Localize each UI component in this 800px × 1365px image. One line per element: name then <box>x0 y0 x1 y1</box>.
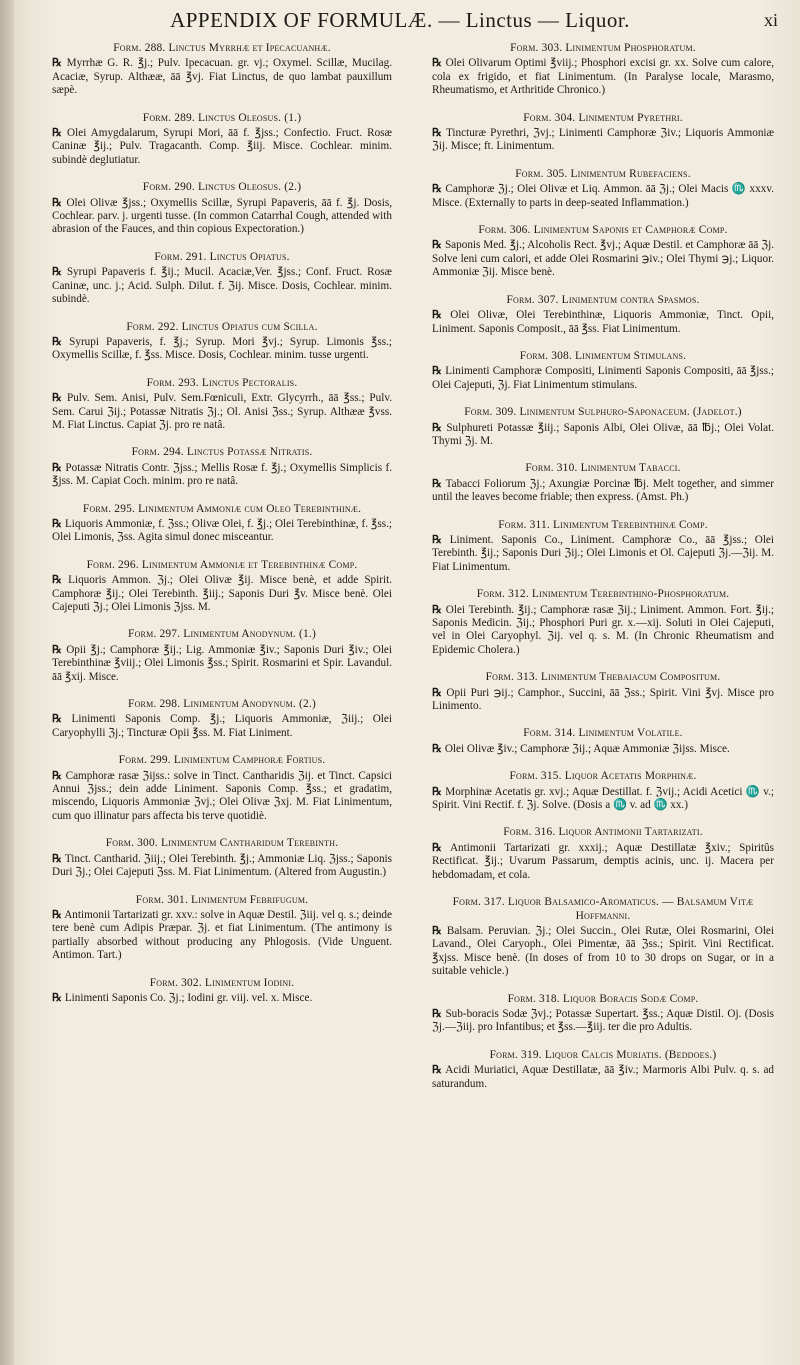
formula-text: ℞ Olei Olivæ, Olei Terebinthinæ, Liquoris Ammoniæ, Tinct. Opii, Liniment. Saponis Composit., āā ℥ss. Fiat Linimentum. <box>432 309 774 335</box>
formula-heading: Form. 292. Linctus Opiatus cum Scilla. <box>126 320 318 333</box>
formula-entry <box>52 559 392 615</box>
formula-heading: Form. 304. Linimentum Pyrethri. <box>523 111 683 124</box>
formula-entry <box>432 896 774 978</box>
formula-entry <box>432 993 774 1035</box>
page-number: xi <box>763 10 778 30</box>
formula-heading: Form. 302. Linimentum Iodini. <box>149 976 295 989</box>
formula-entry <box>432 350 774 392</box>
formula-heading: Form. 310. Linimentum Tabacci. <box>525 462 681 475</box>
formula-text: ℞ Opii ℥j.; Camphoræ ℥ij.; Lig. Ammoniæ ℥iv.; Saponis Duri ℥iv.; Olei Terebinthinæ ℥viij.; Olei Limonis ℥ss.; Spirit. Rosmarini et Spir. Lavandul. āā ℥xij. Misce. <box>52 643 392 683</box>
formula-entry <box>52 251 392 307</box>
formula-heading: Form. 311. Linimentum Terebinthinæ Comp. <box>498 518 708 531</box>
formula-heading: Form. 315. Liquor Acetatis Morphinæ. <box>509 770 697 783</box>
formula-entry <box>432 168 774 210</box>
formula-heading: Form. 290. Linctus Oleosus. (2.) <box>142 181 302 194</box>
formula-heading: Form. 297. Linimentum Anodynum. (1.) <box>128 628 316 641</box>
formula-text: ℞ Pulv. Sem. Anisi, Pulv. Sem.Fœniculi, Extr. Glycyrrh., āā ℥ss.; Pulv. Sem. Carui ℨij.; Potassæ Nitratis ℨj.; Ol. Anisi ℨss.; Syrup. Althææ ℥vss. M. Fiat Linctus. Capiat ℨj. pro re natâ. <box>52 392 392 431</box>
formula-text: ℞ Morphinæ Acetatis gr. xvj.; Aquæ Destillat. f. ℨvij.; Acidi Acetici ♏ v.; Spirit. Vini Rectif. f. ℨj. Solve. (Dosis a ♏ v. ad ♏ xx.) <box>432 785 774 812</box>
formula-text: ℞ Syrupi Papaveris, f. ℥j.; Syrup. Mori ℥vj.; Syrup. Limonis ℥ss.; Oxymellis Scillæ, f. ℥ss. Misce. Dosis, Cochlear. minim. tusse urgenti. <box>52 335 392 362</box>
formula-text: ℞ Tabacci Foliorum ℨj.; Axungiæ Porcinæ ℔j. Melt together, and simmer until the leaves become friable; then express. (Amst. Ph.) <box>432 477 774 504</box>
formula-text: ℞ Sulphureti Potassæ ℥iij.; Saponis Albi, Olei Olivæ, āā ℔j.; Olei Volat. Thymi ℨj. M. <box>432 421 774 447</box>
formula-entry <box>432 224 774 280</box>
formula-entry <box>432 727 774 756</box>
formula-heading: Form. 288. Linctus Myrrhæ et Ipecacuanhæ. <box>113 42 331 54</box>
formula-heading: Form. 314. Linimentum Volatile. <box>523 727 683 740</box>
formula-text: ℞ Saponis Med. ℥j.; Alcoholis Rect. ℥vj.; Aquæ Destil. et Camphoræ āā ℨj. Solve leni cum calori, et adde Olei Rosmarini ℈iv.; Olei Thymi ℈j.; Liquor. Ammoniæ ℨij. Misce benè. <box>432 239 774 279</box>
formula-entry <box>432 42 774 98</box>
formula-entry <box>52 377 392 433</box>
formula-entry <box>432 294 774 336</box>
formula-text: ℞ Liniment. Saponis Co., Liniment. Camphoræ Co., āā ℥jss.; Olei Terebinth. ℥ij.; Saponis Duri ℨij.; Olei Limonis et Ol. Cajeputi ℨj.—ℨij. M. Fiat Linimentum. <box>432 533 774 573</box>
formula-text: ℞ Opii Puri ℈ij.; Camphor., Succini, āā ℨss.; Spirit. Vini ℥vj. Misce pro Linimento. <box>432 686 774 713</box>
formula-text: ℞ Sub-boracis Sodæ ℨvj.; Potassæ Supertart. ℥ss.; Aquæ Distil. Oj. (Dosis ℨj.—ℨiij. pro Infantibus; et ℥ss.—℥iij. ter die pro Adultis. <box>432 1007 774 1034</box>
formula-entry <box>432 462 774 504</box>
formula-text: ℞ Liquoris Ammoniæ, f. ℨss.; Olivæ Olei, f. ℥j.; Olei Terebinthinæ, f. ℥ss.; Olei Limonis, ℨss. Agita simul donec misceantur. <box>52 517 392 544</box>
formula-text: ℞ Myrrhæ G. R. ℥j.; Pulv. Ipecacuan. gr. vj.; Oxymel. Scillæ, Mucilag. Acaciæ, Syrup. Althææ, āā ℥vj. Fiat Linctus, de quo lambat pauxillum sæpè. <box>52 57 392 97</box>
formula-entry <box>52 977 392 1006</box>
formula-entry <box>52 446 392 488</box>
formula-heading: Form. 289. Linctus Oleosus. (1.) <box>142 111 302 124</box>
formula-heading: Form. 312. Linimentum Terebinthino-Phosphoratum. <box>476 588 730 601</box>
formula-heading: Form. 313. Linimentum Thebaiacum Compositum. <box>485 671 721 684</box>
formula-heading: Form. 293. Linctus Pectoralis. <box>146 376 298 389</box>
formula-text: ℞ Antimonii Tartarizati gr. xxv.: solve in Aquæ Destil. ℨiij. vel q. s.; deinde tere benè cum Adipis Præpar. ℨj. et fiat Linimentum. (The antimony is partially absorbed without producing any Phlogosis. (Vide Unguent. Antimon. Tart.) <box>52 908 392 962</box>
formula-heading: Form. 316. Liquor Antimonii Tartarizati. <box>503 826 703 839</box>
right-column <box>432 42 774 1105</box>
formula-entry <box>432 406 774 448</box>
formula-text: ℞ Olei Olivæ ℥iv.; Camphoræ ℨij.; Aquæ Ammoniæ ℨijss. Misce. <box>432 742 730 755</box>
formula-entry <box>432 519 774 575</box>
formula-text: ℞ Linimenti Saponis Comp. ℥j.; Liquoris Ammoniæ, ℨiij.; Olei Caryophylli ℨj.; Tincturæ Opii ℥ss. M. Fiat Liniment. <box>52 713 392 739</box>
formula-heading: Form. 305. Linimentum Rubefaciens. <box>515 167 691 180</box>
formula-text: ℞ Olei Olivarum Optimi ℥viij.; Phosphori excisi gr. xx. Solve cum calore, cola ex frigido, et fiat Linimentum. (In Paralyse locale, Marasmo, Rheumatismo, et Arthritide Chronico.) <box>432 57 774 97</box>
formula-heading: Form. 317. Liquor Balsamico-Aromaticus. — Balsamum Vitæ Hoffmanni. <box>452 896 754 922</box>
formula-heading: Form. 291. Linctus Opiatus. <box>154 250 290 263</box>
page-gutter <box>0 0 14 1365</box>
left-column <box>52 42 392 1019</box>
formula-entry <box>52 42 392 98</box>
formula-entry <box>432 671 774 713</box>
formula-text: ℞ Potassæ Nitratis Contr. ℨjss.; Mellis Rosæ f. ℥j.; Oxymellis Simplicis f. ℥jss. M. Capiat Coch. minim. pro re natâ. <box>52 461 392 488</box>
formula-entry <box>52 754 392 823</box>
running-head <box>0 8 800 34</box>
formula-entry <box>52 181 392 237</box>
formula-entry <box>432 770 774 812</box>
formula-heading: Form. 308. Linimentum Stimulans. <box>519 349 687 362</box>
formula-entry <box>432 112 774 154</box>
formula-text: ℞ Balsam. Peruvian. ℨj.; Olei Succin., Olei Rutæ, Olei Rosmarini, Olei Lavand., Olei Caryoph., Olei Pimentæ, āā ℨss.; Spirit. Vini Rectificat. ℥xjss. Misce benè. (In doses of from 10 to 30 drops on Sugar, or in a suitable vehicle.) <box>432 924 774 978</box>
formula-heading: Form. 306. Linimentum Saponis et Camphoræ Comp. <box>478 224 728 237</box>
formula-entry <box>52 503 392 545</box>
formula-entry <box>52 894 392 963</box>
formula-entry <box>52 321 392 363</box>
formula-heading: Form. 296. Linimentum Ammoniæ et Terebinthinæ Comp. <box>86 558 358 571</box>
formula-entry <box>432 826 774 882</box>
formula-heading: Form. 300. Linimentum Cantharidum Terebinth. <box>105 837 339 850</box>
formula-entry <box>52 698 392 740</box>
formula-text: ℞ Tinct. Cantharid. ℨiij.; Olei Terebinth. ℥j.; Ammoniæ Liq. ℨjss.; Saponis Duri ℨj.; Olei Cajeputi ℨss. M. Fiat Linimentum. (Altered from Augustin.) <box>52 852 392 879</box>
formula-entry <box>52 837 392 879</box>
formula-text: ℞ Acidi Muriatici, Aquæ Destillatæ, āā ℥iv.; Marmoris Albi Pulv. q. s. ad saturandum. <box>432 1064 774 1090</box>
formula-text: ℞ Linimenti Saponis Co. ℨj.; Iodini gr. viij. vel. x. Misce. <box>52 991 313 1004</box>
formula-text: ℞ Liquoris Ammon. ℨj.; Olei Olivæ ℥ij. Misce benè, et adde Spirit. Camphoræ ℥ij.; Olei Terebinth. ℥iij.; Saponis Duri ℥v. Misce benè. Olei Cajeputi ℨj.; Olei Limonis ℨjss. M. <box>52 574 392 613</box>
formula-text: ℞ Camphoræ ℨj.; Olei Olivæ et Liq. Ammon. āā ℨj.; Olei Macis ♏ xxxv. Misce. (Externally to parts in deep-seated Inflammation.) <box>432 183 774 209</box>
formula-text: ℞ Linimenti Camphoræ Compositi, Linimenti Saponis Compositi, āā ℥jss.; Olei Cajeputi, ℨj. Fiat Linimentum stimulans. <box>432 365 774 391</box>
formula-heading: Form. 298. Linimentum Anodynum. (2.) <box>128 698 316 711</box>
formula-text: ℞ Olei Terebinth. ℥ij.; Camphoræ rasæ ℨij.; Liniment. Ammon. Fort. ℥ij.; Saponis Medicin. ℨij.; Phosphori Puri gr. x.—xij. Soluti in Olei Cajeputi, vel in Olei Caryophyl. ℨij. vel q. s. M. (In Chronic Rheumatism and Epidemic Cholera.) <box>432 603 774 656</box>
formula-heading: Form. 309. Linimentum Sulphuro-Saponaceum. (Jadelot.) <box>464 406 742 419</box>
formula-text: ℞ Tincturæ Pyrethri, ℨvj.; Linimenti Camphoræ ℨiv.; Liquoris Ammoniæ ℨij. Misce; ft. Linimentum. <box>432 127 774 153</box>
formula-text: ℞ Olei Olivæ ℥jss.; Oxymellis Scillæ, Syrupi Papaveris, āā f. ℥j. Dosis, Cochlear. parv. j. urgenti tusse. (In common Catarrhal Cough, attended with abrasion of the Fauces, and thin copious Expectoration.) <box>52 196 392 236</box>
formula-heading: Form. 303. Linimentum Phosphoratum. <box>510 42 696 54</box>
formula-entry <box>432 588 774 657</box>
formula-heading: Form. 299. Linimentum Camphoræ Fortius. <box>118 754 326 767</box>
formula-text: ℞ Antimonii Tartarizati gr. xxxij.; Aquæ Destillatæ ℥xiv.; Spiritûs Rectificat. ℥ij.; Uvarum Passarum, demptis acinis, unc. ij. Macera per hebdomadam, et cola. <box>432 841 774 881</box>
formula-entry <box>52 112 392 168</box>
formula-heading: Form. 307. Linimentum contra Spasmos. <box>506 293 700 306</box>
formula-heading: Form. 319. Liquor Calcis Muriatis. (Beddoes.) <box>489 1048 717 1061</box>
formula-entry <box>432 1049 774 1091</box>
formula-heading: Form. 294. Linctus Potassæ Nitratis. <box>131 446 313 459</box>
formula-entry <box>52 628 392 684</box>
formula-heading: Form. 318. Liquor Boracis Sodæ Comp. <box>507 992 699 1005</box>
formula-heading: Form. 301. Linimentum Febrifugum. <box>135 893 309 906</box>
formula-text: ℞ Camphoræ rasæ ℨijss.: solve in Tinct. Cantharidis ℨij. et Tinct. Capsici Annui ℨjss.; dein adde Liniment. Saponis Comp. ℥ss.; et gradatim, miscendo, Liquoris Ammoniæ ℨvj.; Olei Olivæ ℨxj. M. Fiat Linimentum, cum quo illinatur pars affecta bis terve quotidiè. <box>52 769 392 822</box>
formula-text: ℞ Olei Amygdalarum, Syrupi Mori, āā f. ℥jss.; Confectio. Fruct. Rosæ Caninæ ℥ij.; Pulv. Tragacanth. Comp. ℥iij. Misce. Cochlear. minim. subindè deglutiatur. <box>52 127 392 166</box>
formula-text: ℞ Syrupi Papaveris f. ℥ij.; Mucil. Acaciæ,Ver. ℥jss.; Conf. Fruct. Rosæ Caninæ, unc. j.; Acid. Sulph. Dilut. f. ℨij. Misce. Dosis, Cochlear. minim. subindè. <box>52 266 392 306</box>
page-title: APPENDIX OF FORMULÆ. — Linctus — Liquor. <box>170 8 630 32</box>
formula-heading: Form. 295. Linimentum Ammoniæ cum Oleo Terebinthinæ. <box>82 502 362 515</box>
